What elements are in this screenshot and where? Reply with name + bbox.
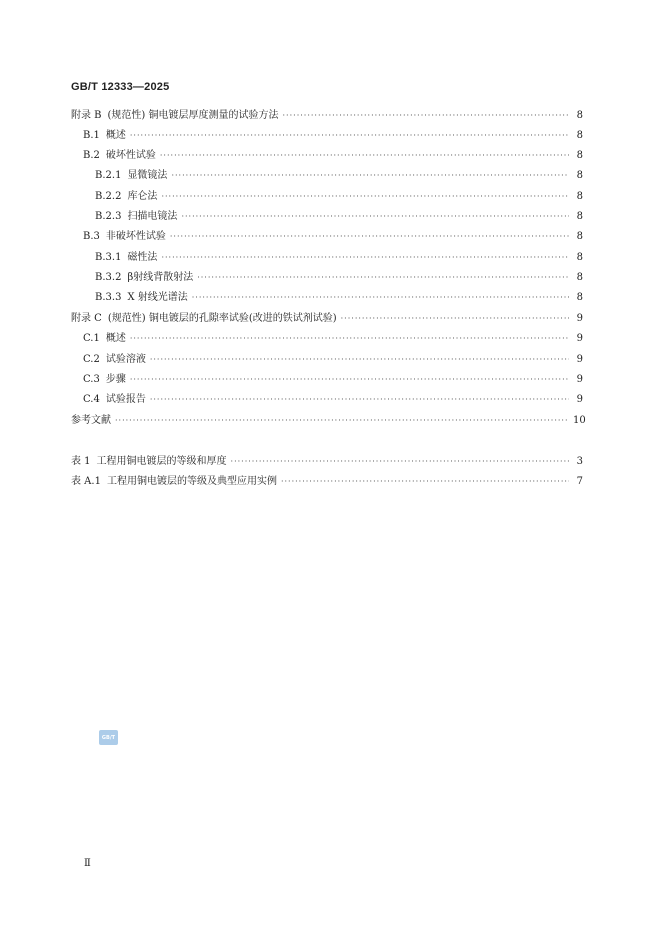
toc-number: B.3 [83,231,100,242]
toc-page-number: 9 [576,394,583,405]
toc-number: B.2.1 [95,170,122,181]
toc-entry-b3-2[interactable] [95,270,583,286]
toc-number: B.2 [83,150,100,161]
toc-page-number: 9 [576,354,583,365]
toc-number: 附录 C [71,313,102,324]
toc-title: 工程用铜电镀层的等级和厚度 [96,456,227,467]
toc-title: 步骤 [105,374,126,385]
toc-number: C.2 [83,354,100,365]
toc-page-number: 8 [576,110,583,121]
toc-leader-dots [150,352,569,368]
toc-title: X 射线光谱法 [127,292,188,303]
toc-page-number: 8 [576,252,583,263]
toc-leader-dots [150,392,569,408]
toc-leader-dots [130,331,569,347]
standard-code-header: GB/T 12333—2025 [71,81,170,93]
toc-entry-c4[interactable] [83,392,583,408]
toc-number: B.3.2 [95,272,122,283]
toc-number: C.4 [83,394,100,405]
toc-title: 磁性法 [127,252,158,263]
toc-number: B.3.1 [95,252,122,263]
toc-entry-b2[interactable] [83,148,583,164]
page-number: Ⅱ [84,858,91,869]
toc-leader-dots [197,270,569,286]
toc-page-number: 9 [576,374,583,385]
toc-page-number: 8 [576,272,583,283]
toc-number: C.1 [83,333,100,344]
toc-leader-dots [115,413,569,429]
toc-page-number: 8 [576,292,583,303]
toc-page-number: 8 [576,211,583,222]
toc-entry-b2-2[interactable] [95,189,583,205]
toc-leader-dots [161,189,569,205]
toc-number: B.2.2 [95,191,122,202]
toc-page-number: 7 [576,476,583,487]
toc-number: B.2.3 [95,211,122,222]
toc-leader-dots [160,148,569,164]
toc-page-number: 8 [576,130,583,141]
toc-entry-c3[interactable] [83,372,583,388]
toc-entry-b2-3[interactable] [95,209,583,225]
toc-page-number: 8 [576,150,583,161]
toc-entry-references[interactable] [71,413,586,429]
toc-leader-dots [130,372,569,388]
toc-entry-b2-1[interactable] [95,168,583,184]
toc-number: 附录 B [71,110,102,121]
toc-title: 扫描电镜法 [127,211,178,222]
toc-entry-b1[interactable] [83,128,583,144]
toc-title: (规范性) 铜电镀层的孔隙率试验(改进的铁试剂试验) [107,313,337,324]
toc-page-number: 8 [576,231,583,242]
toc-leader-dots [130,128,569,144]
toc-entry-b3-3[interactable] [95,290,583,306]
toc-title: β射线背散射法 [127,272,194,283]
toc-entry-appendix-b[interactable] [71,108,583,124]
toc-entry-b3[interactable] [83,229,583,245]
toc-entry-c1[interactable] [83,331,583,347]
toc-page-number: 10 [573,415,586,426]
table-list-entry-table-1[interactable] [71,454,583,470]
toc-leader-dots [283,108,569,124]
toc-entry-b3-1[interactable] [95,250,583,266]
toc-page-number: 9 [576,333,583,344]
toc-page-number: 8 [576,191,583,202]
toc-title: 工程用铜电镀层的等级及典型应用实例 [106,476,277,487]
toc-title: 试验溶液 [105,354,146,365]
watermark-logo: GB/T [99,730,118,745]
toc-leader-dots [181,209,569,225]
toc-number: 表 1 [71,456,91,467]
toc-title: 试验报告 [105,394,146,405]
toc-leader-dots [170,229,569,245]
toc-title: 概述 [105,333,126,344]
toc-number: B.1 [83,130,100,141]
toc-title: 参考文献 [71,415,111,426]
toc-leader-dots [161,250,569,266]
toc-page-number: 9 [576,313,583,324]
table-list-entry-table-a1[interactable] [71,474,583,490]
toc-number: 表 A.1 [71,476,101,487]
toc-page-number: 3 [576,456,583,467]
toc-number: C.3 [83,374,100,385]
toc-title: 显微镜法 [127,170,168,181]
toc-title: 破坏性试验 [105,150,156,161]
toc-entry-c2[interactable] [83,352,583,368]
toc-leader-dots [341,311,569,327]
toc-page-number: 8 [576,170,583,181]
toc-title: (规范性) 铜电镀层厚度测量的试验方法 [107,110,279,121]
toc-title: 非破坏性试验 [105,231,166,242]
toc-leader-dots [171,168,569,184]
toc-title: 概述 [105,130,126,141]
toc-number: B.3.3 [95,292,122,303]
toc-title: 库仑法 [127,191,158,202]
toc-leader-dots [281,474,569,490]
toc-entry-appendix-c[interactable] [71,311,583,327]
toc-leader-dots [231,454,569,470]
toc-leader-dots [192,290,569,306]
